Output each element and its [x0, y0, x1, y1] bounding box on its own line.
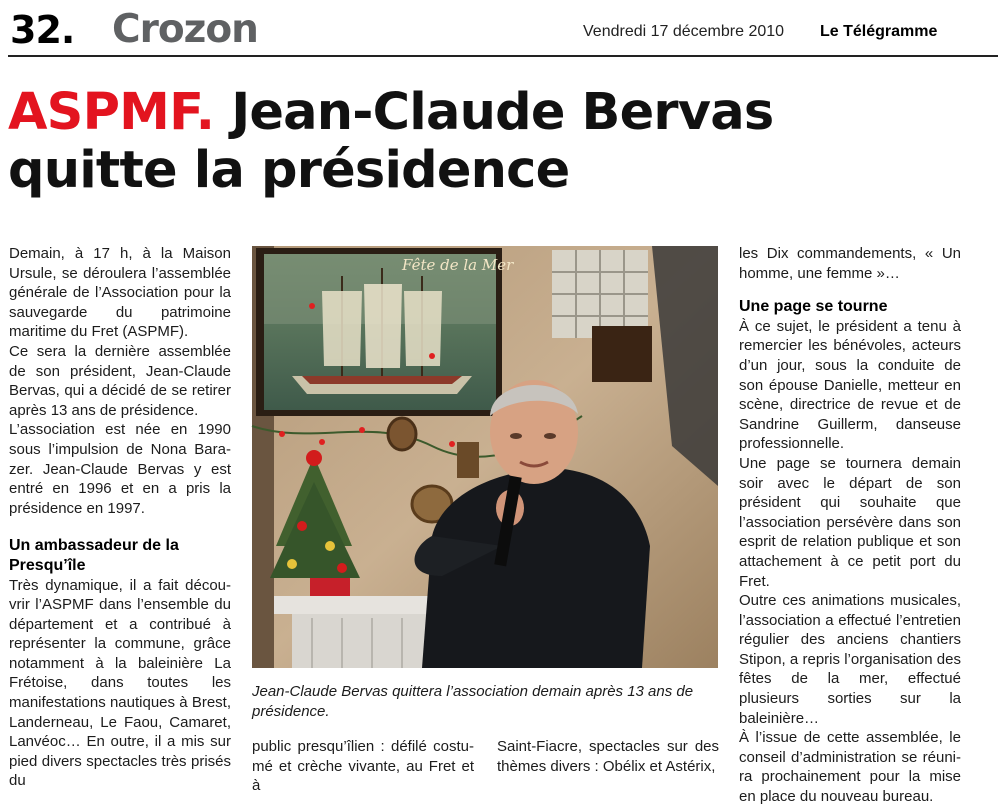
section-title: Crozon [112, 7, 258, 52]
article-photo [252, 246, 718, 668]
paragraph: les Dix commandements, « Un homme, une femme »… [739, 245, 961, 282]
page-number: 32. [10, 8, 75, 52]
article-column-3 [497, 737, 719, 784]
photo-illustration [252, 246, 718, 668]
masthead [8, 6, 998, 54]
headline-title-line1: Jean-Claude Bervas [231, 83, 774, 142]
paragraph: Outre ces animations musicales, l’association a effectué l’entretien régulier des anciens chantiers Stipon, a repris l’organisation des fêtes de la mer, effectué plusieurs sorties sur la baleinière… [739, 592, 961, 727]
paragraph: public presqu’îlien : défilé costumé et crèche vivante, au Fret et à [252, 738, 474, 795]
paragraph: À l’issue de cette assemblée, le conseil d’administration se réunira prochainement pour la mise en place du nouveau bureau. [739, 729, 961, 806]
headline-kicker: ASPMF. [8, 83, 215, 142]
paragraph: Demain, à 17 h, à la Maison Ursule, se déroulera l’assemblée générale de l’Association pour la sauvegarde du patrimoine maritime du Fret (ASPMF). [9, 245, 231, 341]
paragraph: Une page se tournera demain soir avec le départ de son président qui souhaite que l’association persévère dans son esprit de relation publique et son attachement à ce petit port du Fret. [739, 454, 961, 590]
paragraph: L’association est née en 1990 sous l’impulsion de Nona Barazer. Jean-Claude Bervas y est entré en 1996 et en a pris la présidence en 1997. [9, 421, 231, 517]
painting [256, 248, 514, 416]
publication-date: Vendredi 17 décembre 2010 [583, 23, 785, 40]
newspaper-name: Le Télégramme [820, 23, 938, 40]
painting-inscription: Fête de la Mer [402, 256, 514, 274]
paragraph: Ce sera la dernière assemblée de son président, Jean-Claude Bervas, qui a décidé de se retirer après 13 ans de présidence. [9, 342, 231, 419]
paragraph: Très dynamique, il a fait découvrir l’ASPMF dans l’ensemble du département et a contribué à représenter la commune, grâce notamment à la baleinière La Frétoise, dans toutes les manifestations nautiques à Brest, Landerneau, Le Faou, Camaret, Lanvéoc… En outre, il a mis sur pied divers spectacles très prisés du [9, 576, 231, 790]
masthead-rule [8, 55, 998, 57]
paragraph: À ce sujet, le président a tenu à remercier les bénévoles, acteurs d’un jour, sous la conduite de son épouse Danielle, metteur en scène, directrice de revue et de Sandrine Guillerm, danseuse professionnelle. [739, 317, 961, 453]
photo-caption: Jean-Claude Bervas quittera l’association demain après 13 ans de présidence. [252, 683, 694, 720]
article-column-1 [9, 244, 231, 790]
article-column-2 [252, 737, 474, 795]
article-column-4 [739, 244, 961, 806]
subheading: Un ambassadeur de la Presqu’île [9, 537, 179, 574]
headline [8, 84, 988, 200]
headline-title-line2: quitte la présidence [8, 141, 570, 200]
subheading: Une page se tourne [739, 298, 888, 316]
paragraph: Saint-Fiacre, spectacles sur des thèmes divers : Obélix et Astérix, [497, 738, 719, 775]
